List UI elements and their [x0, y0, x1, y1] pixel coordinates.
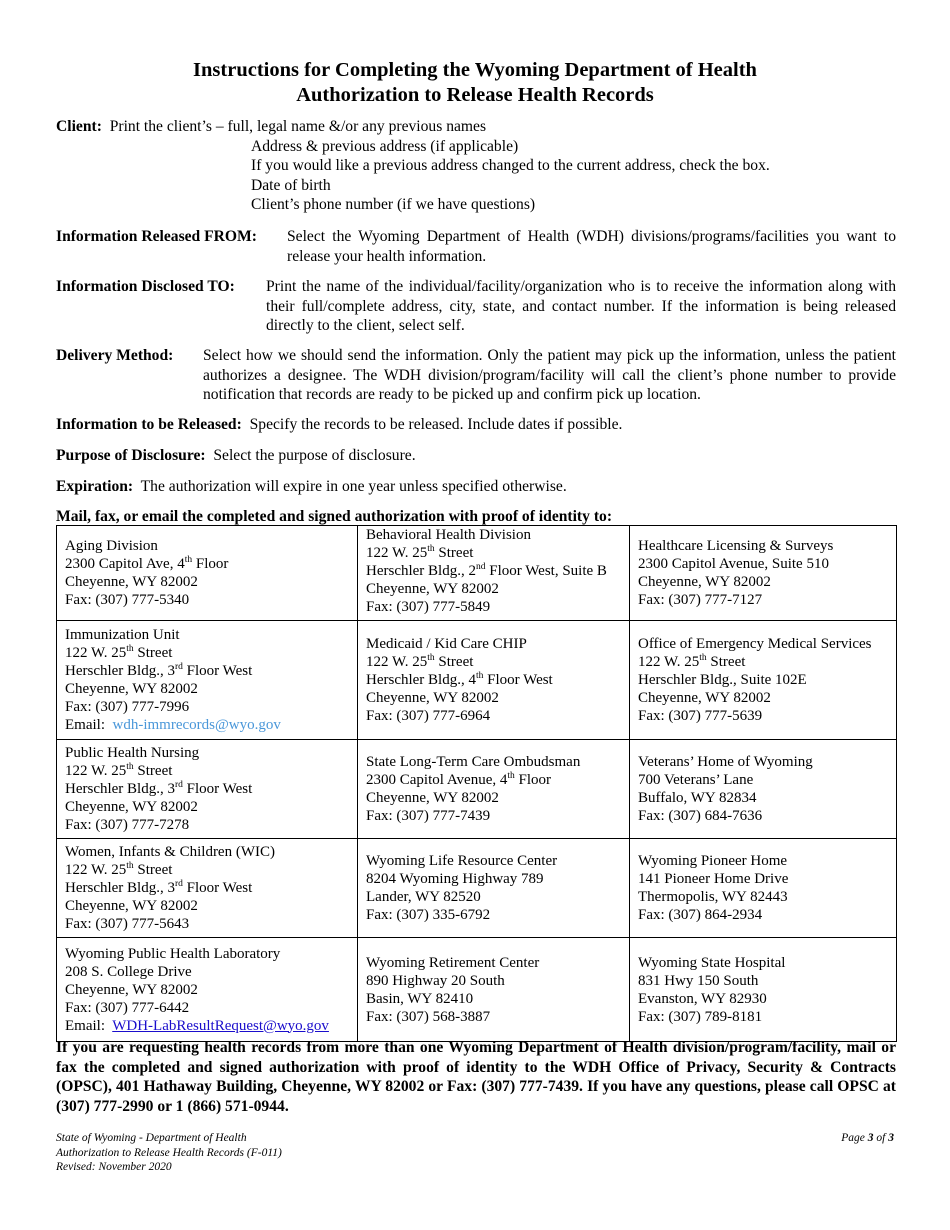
released-from-section: [56, 227, 896, 266]
purpose-text: Select the purpose of disclosure.: [213, 447, 416, 464]
lab-email-link[interactable]: WDH-LabResultRequest@wyo.gov: [112, 1017, 329, 1034]
purpose-label: Purpose of Disclosure:: [56, 447, 206, 464]
page-title: [0, 58, 950, 108]
client-line-name: Print the client’s – full, legal name &/or any previous names: [109, 118, 487, 135]
office-veterans-home: Veterans’ Home of Wyoming 700 Veterans’ Lane Buffalo, WY 82834 Fax: (307) 684-7636: [630, 740, 897, 839]
office-wic: Women, Infants & Children (WIC) 122 W. 25th Street Herschler Bldg., 3rd Floor West Cheyenne, WY 82002 Fax: (307) 777-5643: [57, 839, 358, 938]
office-state-hospital: Wyoming State Hospital 831 Hwy 150 South Evanston, WY 82930 Fax: (307) 789-8181: [630, 938, 897, 1042]
info-released-label: Information to be Released:: [56, 416, 242, 433]
footer-line-2: Authorization to Release Health Records (F-011): [56, 1146, 282, 1159]
office-pioneer-home: Wyoming Pioneer Home 141 Pioneer Home Drive Thermopolis, WY 82443 Fax: (307) 864-2934: [630, 839, 897, 938]
office-behavioral-health: Behavioral Health Division 122 W. 25th Street Herschler Bldg., 2nd Floor West, Suite B Cheyenne, WY 82002 Fax: (307) 777-5849: [358, 526, 630, 621]
multi-division-notice: If you are requesting health records from more than one Wyoming Department of Health division/program/facility, mail or fax the completed and signed authorization with proof of identity to the WDH Office of Privacy, Security & Contracts (OPSC), 401 Hathaway Building, Cheyenne, WY 82002 or Fax: (307) 777-7439. If you have any questions, please call OPSC at (307) 777-2990 or 1 (866) 571-0944.: [56, 1039, 896, 1115]
title-line-1: Instructions for Completing the Wyoming Department of Health: [193, 59, 757, 81]
office-public-health-nursing: Public Health Nursing 122 W. 25th Street Herschler Bldg., 3rd Floor West Cheyenne, WY 82002 Fax: (307) 777-7278: [57, 740, 358, 839]
office-life-resource-center: Wyoming Life Resource Center 8204 Wyoming Highway 789 Lander, WY 82520 Fax: (307) 335-6792: [358, 839, 630, 938]
table-row: [57, 839, 897, 938]
office-healthcare-licensing: Healthcare Licensing & Surveys 2300 Capitol Avenue, Suite 510 Cheyenne, WY 82002 Fax: (307) 777-7127: [630, 526, 897, 621]
footer-form-info: [56, 1131, 282, 1175]
expiration-section: [56, 477, 896, 497]
table-row: [57, 621, 897, 740]
client-line-address: Address & previous address (if applicable): [251, 137, 519, 155]
office-immunization: Immunization Unit 122 W. 25th Street Herschler Bldg., 3rd Floor West Cheyenne, WY 82002 Fax: (307) 777-7996 Email: wdh-immrecords@wyo.gov: [57, 621, 358, 740]
delivery-method-section: [56, 346, 896, 405]
office-directory-table: [56, 525, 897, 1042]
office-aging: Aging Division 2300 Capitol Ave, 4th Floor Cheyenne, WY 82002 Fax: (307) 777-5340: [57, 526, 358, 621]
info-released-text: Specify the records to be released. Include dates if possible.: [249, 416, 623, 433]
disclosed-to-text: Print the name of the individual/facility/organization who is to receive the information along with their full/complete address, city, state, and contact number. If the information is being released directly to the client, select self.: [266, 278, 896, 334]
footer-line-3: Revised: November 2020: [56, 1161, 172, 1173]
released-from-text: Select the Wyoming Department of Health (WDH) divisions/programs/facilities you want to release your health information.: [287, 228, 896, 265]
client-section: [56, 117, 906, 215]
title-line-2: Authorization to Release Health Records: [296, 84, 654, 106]
purpose-section: [56, 446, 896, 466]
disclosed-to-label: Information Disclosed TO:: [56, 278, 235, 295]
page-number: Page 3 of 3: [841, 1132, 894, 1144]
client-line-address-change: If you would like a previous address changed to the current address, check the box.: [251, 157, 770, 174]
table-row: [57, 740, 897, 839]
expiration-text: The authorization will expire in one year unless specified otherwise.: [140, 478, 567, 495]
released-from-label: Information Released FROM:: [56, 228, 257, 245]
office-ombudsman: State Long-Term Care Ombudsman 2300 Capitol Avenue, 4th Floor Cheyenne, WY 82002 Fax: (307) 777-7439: [358, 740, 630, 839]
office-ems: Office of Emergency Medical Services 122 W. 25th Street Herschler Bldg., Suite 102E Cheyenne, WY 82002 Fax: (307) 777-5639: [630, 621, 897, 740]
client-line-dob: Date of birth: [251, 176, 331, 194]
immunization-email-link[interactable]: wdh-immrecords@wyo.gov: [112, 717, 281, 733]
office-public-health-lab: Wyoming Public Health Laboratory 208 S. College Drive Cheyenne, WY 82002 Fax: (307) 777-6442 Email: WDH-LabResultRequest@wyo.gov: [57, 938, 358, 1042]
office-retirement-center: Wyoming Retirement Center 890 Highway 20 South Basin, WY 82410 Fax: (307) 568-3887: [358, 938, 630, 1042]
delivery-method-label: Delivery Method:: [56, 347, 174, 364]
footer-line-1: State of Wyoming - Department of Health: [56, 1132, 247, 1144]
table-row: [57, 938, 897, 1042]
office-medicaid: Medicaid / Kid Care CHIP 122 W. 25th Street Herschler Bldg., 4th Floor West Cheyenne, WY 82002 Fax: (307) 777-6964: [358, 621, 630, 740]
delivery-method-text: Select how we should send the information. Only the patient may pick up the information, unless the patient authorizes a designee. The WDH division/program/facility will call the client’s phone number to provide notification that records are ready to be picked up and confirm pick up location.: [203, 347, 896, 403]
disclosed-to-section: [56, 277, 896, 336]
info-released-section: [56, 415, 896, 435]
mail-heading: Mail, fax, or email the completed and signed authorization with proof of identity to:: [56, 508, 613, 525]
client-label: Client:: [56, 118, 102, 135]
table-row: [57, 526, 897, 621]
expiration-label: Expiration:: [56, 478, 134, 495]
client-line-phone: Client’s phone number (if we have questions): [251, 196, 536, 213]
